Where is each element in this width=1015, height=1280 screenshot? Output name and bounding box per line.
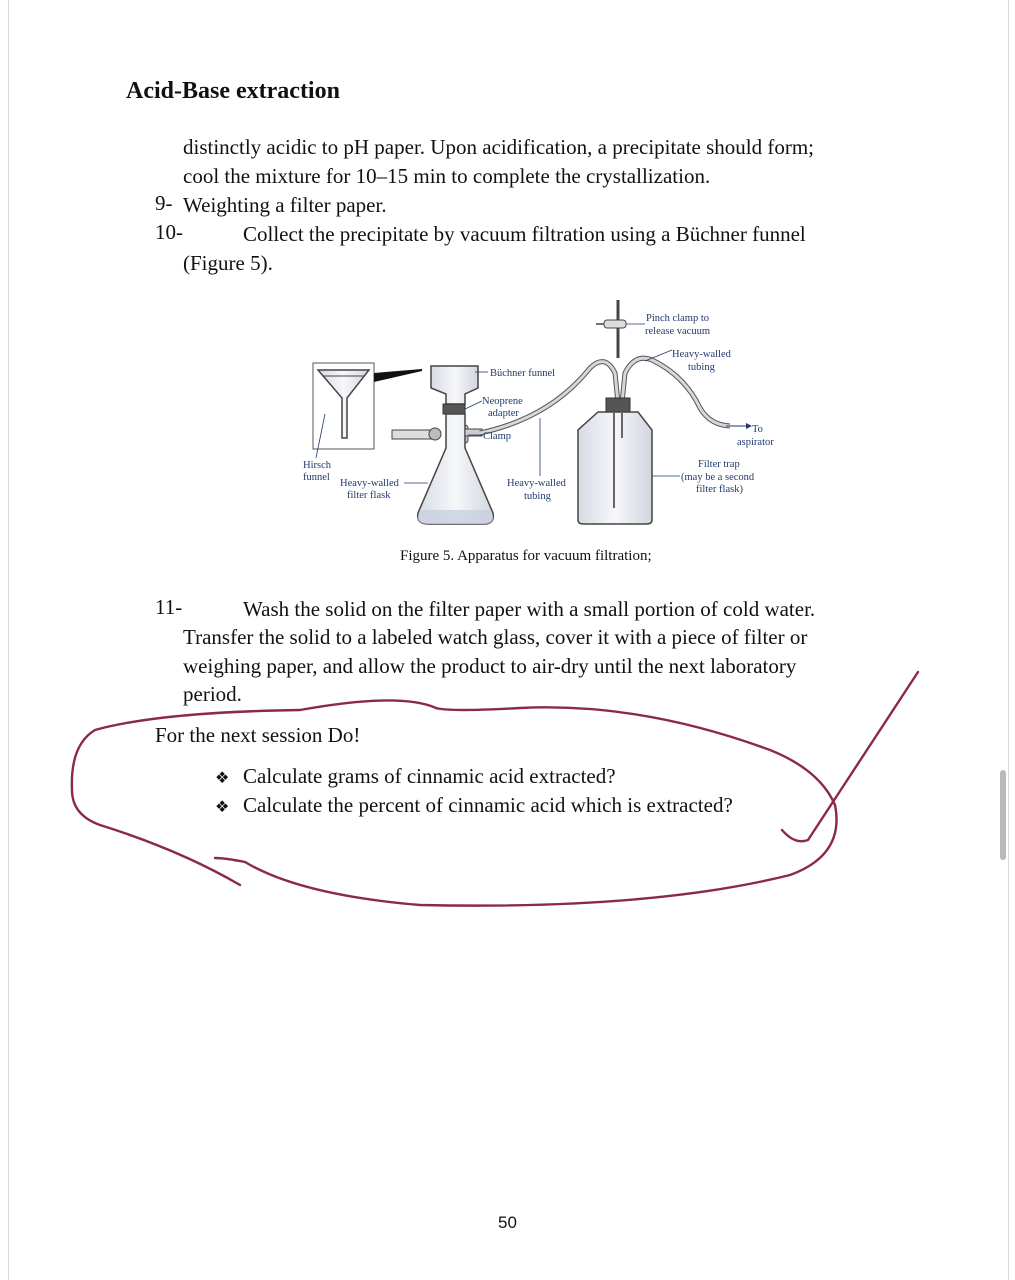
- label-tubing: tubing: [524, 491, 551, 502]
- annotation-loop-left: [72, 700, 436, 885]
- next-session-heading: For the next session Do!: [155, 723, 361, 747]
- step-text: weighing paper, and allow the product to air-dry until the next laboratory: [183, 654, 797, 678]
- label-filter-trap: Filter trap: [698, 459, 740, 470]
- paragraph-line: distinctly acidic to pH paper. Upon acidification, a precipitate should form;: [183, 135, 814, 159]
- label-hirsch: Hirsch: [303, 460, 331, 471]
- page-number: 50: [498, 1213, 517, 1232]
- label-filter-flask-paren: filter flask): [696, 484, 743, 495]
- step-text: period.: [183, 682, 242, 706]
- section-heading: Acid-Base extraction: [126, 78, 340, 104]
- step-text: Weighting a filter paper.: [183, 193, 387, 217]
- step-text: (Figure 5).: [183, 251, 273, 275]
- label-heavy-walled: Heavy-walled: [340, 478, 399, 489]
- step-text: Wash the solid on the filter paper with a small portion of cold water.: [243, 597, 816, 621]
- bullet-text: Calculate grams of cinnamic acid extracted?: [243, 764, 616, 788]
- label-neoprene: Neoprene: [482, 396, 523, 407]
- label-clamp: Clamp: [483, 431, 511, 442]
- bullet-text: Calculate the percent of cinnamic acid which is extracted?: [243, 793, 733, 817]
- annotation-checkmark: [782, 672, 918, 841]
- label-filter-flask: filter flask: [347, 490, 391, 501]
- label-pinch-clamp: Pinch clamp to: [646, 313, 709, 324]
- annotation-loop-right: [215, 707, 837, 905]
- label-tubing-top: tubing: [688, 362, 715, 373]
- bullet-symbol: ❖: [215, 768, 230, 787]
- step-number: 9-: [155, 191, 173, 215]
- label-aspirator: aspirator: [737, 437, 774, 448]
- label-release-vacuum: release vacuum: [645, 326, 711, 337]
- label-funnel: funnel: [303, 472, 330, 483]
- label-adapter: adapter: [488, 408, 519, 419]
- step-text: Collect the precipitate by vacuum filtration using a Büchner funnel: [243, 222, 806, 246]
- label-second-flask: (may be a second: [681, 472, 755, 483]
- label-buchner-funnel: Büchner funnel: [490, 368, 556, 379]
- step-text: Transfer the solid to a labeled watch glass, cover it with a piece of filter or: [183, 625, 808, 649]
- figure-caption: Figure 5. Apparatus for vacuum filtration;: [400, 548, 652, 564]
- step-number: 10-: [155, 220, 183, 244]
- step-number: 11-: [155, 595, 183, 619]
- bullet-symbol: ❖: [215, 797, 230, 816]
- label-to: To: [752, 424, 763, 435]
- paragraph-line: cool the mixture for 10–15 min to complete the crystallization.: [183, 164, 711, 188]
- label-heavy-walled-top: Heavy-walled: [672, 349, 731, 360]
- label-heavy-walled-tubing: Heavy-walled: [507, 478, 566, 489]
